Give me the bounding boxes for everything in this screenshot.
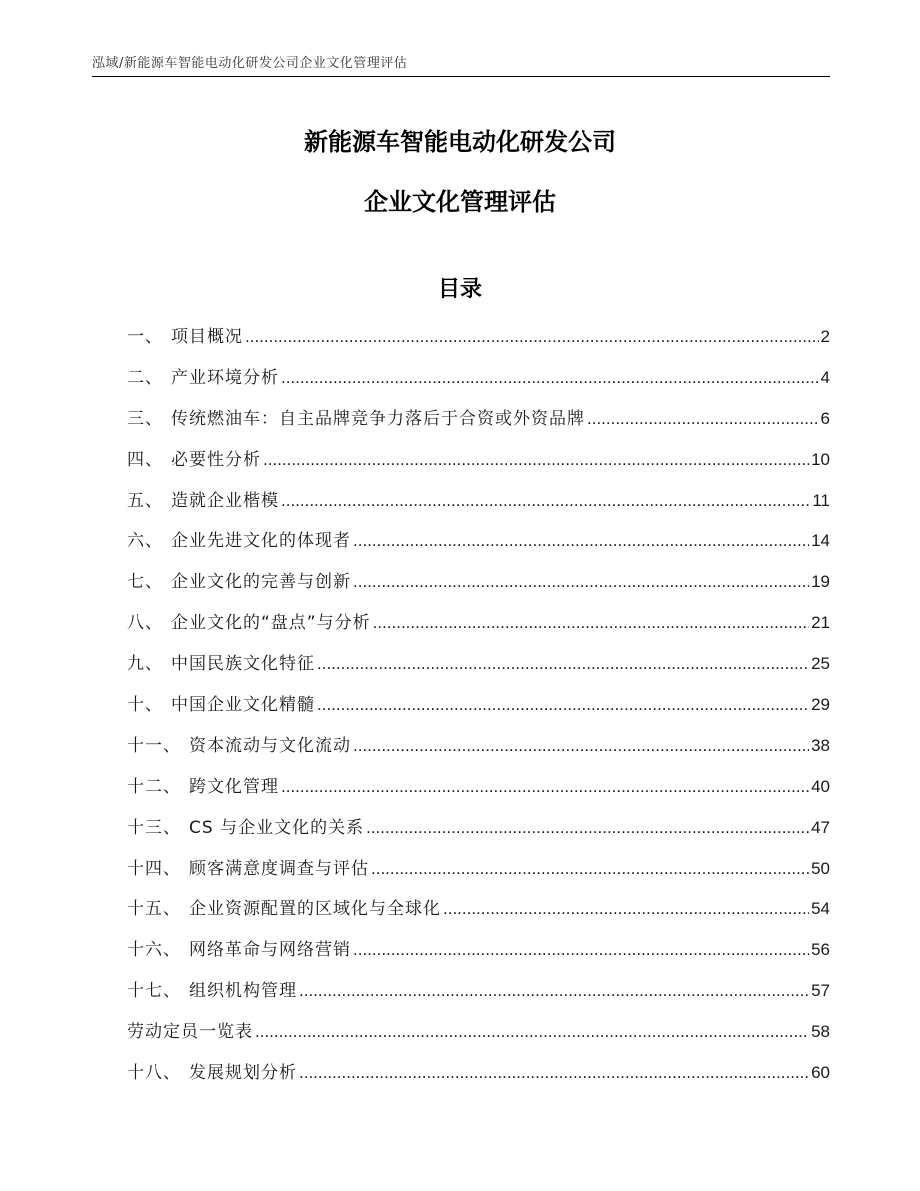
toc-entry-number: 六、 xyxy=(127,531,163,552)
toc-entry[interactable] xyxy=(127,486,830,527)
toc-entry-page: 56 xyxy=(811,940,830,960)
toc-entry-title: 产业环境分析 xyxy=(171,367,279,388)
toc-entry-title: 发展规划分析 xyxy=(189,1063,297,1084)
toc-entry[interactable] xyxy=(127,935,830,976)
toc-entry-title: 劳动定员一览表 xyxy=(127,1022,253,1043)
toc-entry-number: 十一、 xyxy=(127,735,181,756)
toc-entry-title: 企业文化的“盘点”与分析 xyxy=(171,613,371,634)
toc-dot-leader xyxy=(587,409,819,429)
toc-entry[interactable] xyxy=(127,894,830,935)
toc-entry-title: 造就企业楷模 xyxy=(171,490,279,511)
toc-entry-page: 58 xyxy=(811,1022,830,1042)
toc-entry-number: 十、 xyxy=(127,695,163,716)
toc-entry-number: 四、 xyxy=(127,449,163,470)
toc-entry-page: 11 xyxy=(812,490,830,510)
toc-entry-number: 十二、 xyxy=(127,776,181,797)
toc-entry-page: 38 xyxy=(811,735,830,755)
toc-entry-number: 八、 xyxy=(127,613,163,634)
toc-entry-page: 10 xyxy=(811,449,830,469)
toc-entry-number: 九、 xyxy=(127,654,163,675)
toc-entry-title: 企业文化的完善与创新 xyxy=(171,572,351,593)
toc-dot-leader xyxy=(299,1063,809,1083)
toc-entry-title: 资本流动与文化流动 xyxy=(189,735,351,756)
toc-entry-title: 项目概况 xyxy=(171,327,243,347)
toc-entry-page: 25 xyxy=(811,654,830,674)
toc-entry-number: 七、 xyxy=(127,572,163,593)
toc-entry[interactable] xyxy=(127,1017,830,1058)
document-subtitle: 企业文化管理评估 xyxy=(364,188,556,216)
running-header: 泓域/新能源车智能电动化研发公司企业文化管理评估 xyxy=(92,56,408,71)
toc-dot-leader xyxy=(373,613,809,633)
toc-entry[interactable] xyxy=(127,1058,830,1099)
toc-dot-leader xyxy=(317,654,809,674)
toc-entry-page: 19 xyxy=(811,572,830,592)
toc-entry-page: 40 xyxy=(811,776,830,796)
toc-entry-page: 54 xyxy=(811,899,830,919)
toc-dot-leader xyxy=(353,940,809,960)
toc-entry[interactable] xyxy=(127,567,830,608)
toc-heading: 目录 xyxy=(437,277,482,302)
toc-entry-title: 跨文化管理 xyxy=(189,776,279,797)
toc-entry[interactable] xyxy=(127,322,830,363)
toc-dot-leader xyxy=(299,981,809,1001)
toc-entry-title: 组织机构管理 xyxy=(189,981,297,1002)
toc-dot-leader xyxy=(255,1022,809,1042)
toc-dot-leader xyxy=(245,327,819,347)
toc-dot-leader xyxy=(353,531,809,551)
toc-entry[interactable] xyxy=(127,690,830,731)
toc-entry-title: 中国民族文化特征 xyxy=(171,654,315,675)
toc-entry-title: 企业资源配置的区域化与全球化 xyxy=(189,899,441,920)
toc-entry-number: 十七、 xyxy=(127,981,181,1002)
toc-entry-page: 47 xyxy=(811,817,830,837)
toc-entry-title: 必要性分析 xyxy=(171,449,261,470)
toc-entry[interactable] xyxy=(127,772,830,813)
toc-entry-title: 企业先进文化的体现者 xyxy=(171,531,351,552)
toc-entry-number: 二、 xyxy=(127,367,163,388)
toc-dot-leader xyxy=(366,818,809,838)
toc-dot-leader xyxy=(371,859,809,879)
toc-entry[interactable] xyxy=(127,731,830,772)
toc-entry-number: 十六、 xyxy=(127,940,181,961)
toc-entry-number: 一、 xyxy=(127,327,163,347)
toc-dot-leader xyxy=(443,899,809,919)
toc-entry-page: 2 xyxy=(820,327,830,346)
toc-entry[interactable] xyxy=(127,445,830,486)
toc-dot-leader xyxy=(281,368,819,388)
toc-entry-page: 14 xyxy=(811,531,830,551)
toc-dot-leader xyxy=(281,491,810,511)
toc-entry[interactable] xyxy=(127,363,830,404)
toc-entry[interactable] xyxy=(127,526,830,567)
toc-entry-number: 三、 xyxy=(127,408,163,429)
toc-entry-page: 57 xyxy=(811,981,830,1001)
toc-dot-leader xyxy=(353,572,809,592)
toc-entry[interactable] xyxy=(127,976,830,1017)
toc-entry-title: 网络革命与网络营销 xyxy=(189,940,351,961)
toc-entry-title: CS 与企业文化的关系 xyxy=(189,817,365,838)
toc-dot-leader xyxy=(317,695,809,715)
toc-entry-title: 传统燃油车：自主品牌竞争力落后于合资或外资品牌 xyxy=(171,408,585,429)
toc-entry-page: 6 xyxy=(820,408,830,428)
toc-entry[interactable] xyxy=(127,404,830,445)
toc-entry-number: 十五、 xyxy=(127,899,181,920)
toc-entry-title: 中国企业文化精髓 xyxy=(171,695,315,716)
toc-entry-page: 50 xyxy=(811,858,830,878)
toc-entry-number: 十四、 xyxy=(127,858,181,879)
toc-entry-title: 顾客满意度调查与评估 xyxy=(189,858,369,879)
toc-entry-page: 21 xyxy=(811,613,830,633)
table-of-contents xyxy=(127,322,830,1099)
toc-entry[interactable] xyxy=(127,813,830,854)
toc-dot-leader xyxy=(263,450,809,470)
document-title: 新能源车智能电动化研发公司 xyxy=(304,128,616,156)
toc-entry-page: 4 xyxy=(820,367,830,387)
toc-entry[interactable] xyxy=(127,649,830,690)
toc-entry-number: 五、 xyxy=(127,490,163,511)
toc-dot-leader xyxy=(353,736,809,756)
toc-entry-number: 十八、 xyxy=(127,1063,181,1084)
toc-entry[interactable] xyxy=(127,854,830,895)
toc-entry[interactable] xyxy=(127,608,830,649)
toc-entry-page: 29 xyxy=(811,695,830,715)
toc-dot-leader xyxy=(281,777,809,797)
header-rule xyxy=(92,76,830,77)
toc-entry-number: 十三、 xyxy=(127,817,181,838)
toc-entry-page: 60 xyxy=(811,1063,830,1083)
